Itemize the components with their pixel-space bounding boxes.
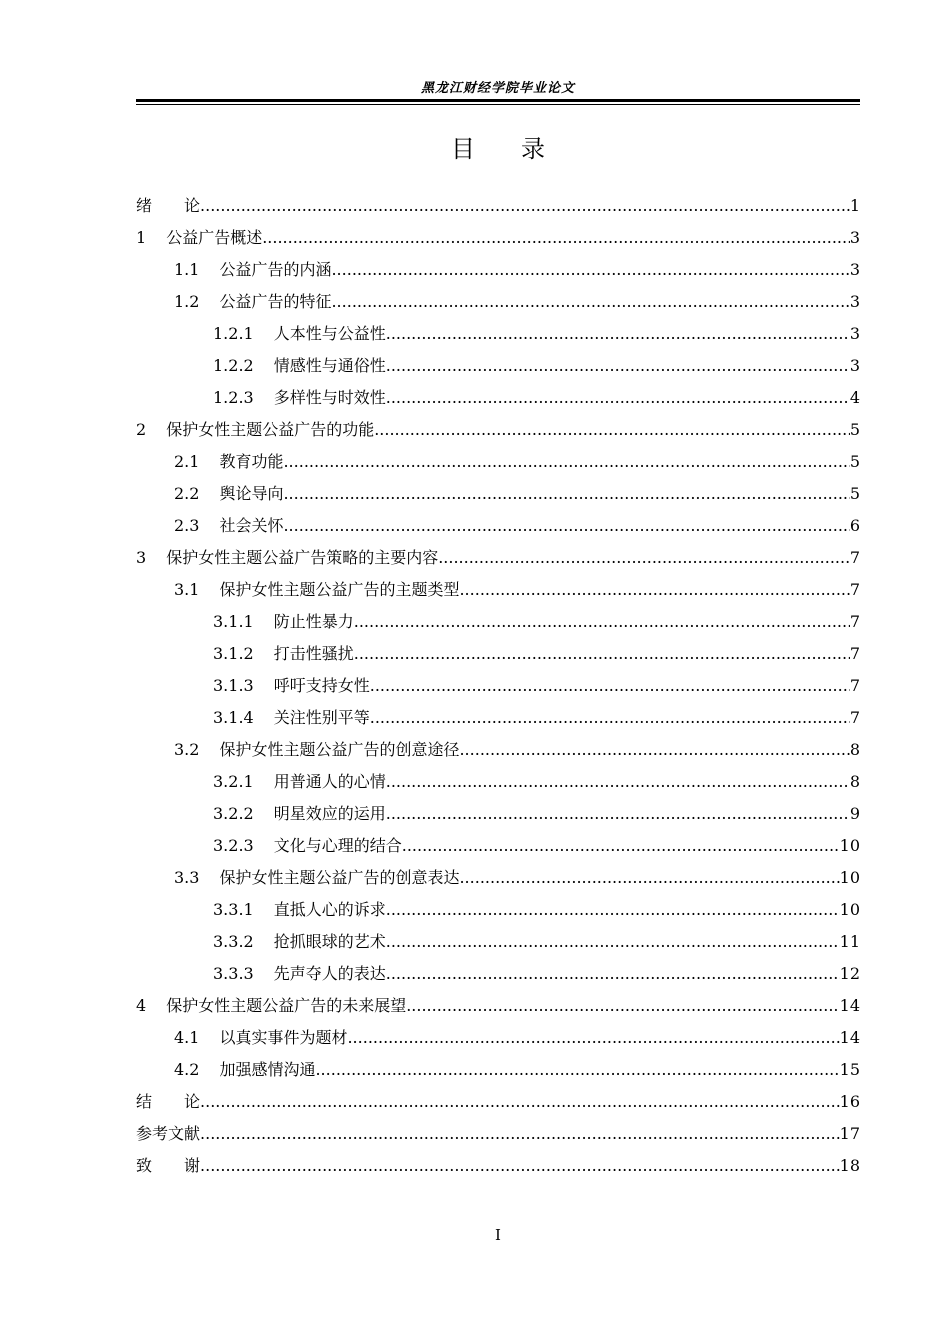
toc-entry-title: 防止性暴力 [273,612,354,631]
toc-dot-leader [438,542,850,574]
toc-entry[interactable] [136,1086,860,1118]
toc-entry-page: 14 [839,996,860,1015]
toc-dot-leader [354,606,850,638]
toc-entry[interactable] [136,894,860,926]
toc-dot-leader [386,318,850,350]
toc-entry-number: 3.1 [174,580,200,599]
toc-entry-title: 明星效应的运用 [273,804,386,823]
toc-entry-page: 10 [839,868,860,887]
toc-entry-title: 教育功能 [219,452,284,471]
toc-entry-number: 1.1 [174,260,200,279]
toc-dot-leader [374,414,850,446]
toc-entry-title: 文化与心理的结合 [273,836,402,855]
toc-entry-page: 9 [849,804,860,823]
toc-entry-title: 公益广告的特征 [219,292,332,311]
toc-entry-title: 保护女性主题公益广告的创意途径 [219,740,460,759]
toc-entry[interactable] [136,766,860,798]
toc-dot-leader [370,702,850,734]
toc-dot-leader [354,638,850,670]
toc-entry-title: 参考文献 [136,1124,201,1143]
toc-entry-page: 3 [849,228,860,247]
toc-dot-leader [283,510,849,542]
toc-dot-leader [331,254,849,286]
toc-dot-leader [459,862,839,894]
toc-entry-title: 保护女性主题公益广告的创意表达 [219,868,460,887]
toc-entry[interactable] [136,1054,860,1086]
toc-entry[interactable] [136,318,860,350]
toc-dot-leader [200,1118,840,1150]
toc-entry[interactable] [136,830,860,862]
toc-entry-number: 1.2.1 [213,324,254,343]
toc-entry-number: 2.3 [174,516,200,535]
toc-entry[interactable] [136,446,860,478]
toc-entry-number: 3.1.1 [213,612,254,631]
toc-entry-title: 保护女性主题公益广告的未来展望 [166,996,407,1015]
toc-entry-page: 5 [849,452,860,471]
toc-entry-number: 3.2 [174,740,200,759]
toc-entry[interactable] [136,638,860,670]
toc-entry-page: 3 [849,356,860,375]
toc-entry-number: 3.3.1 [213,900,254,919]
toc-dot-leader [283,478,849,510]
toc-entry-title: 保护女性主题公益广告策略的主要内容 [166,548,439,567]
toc-entry-page: 3 [849,324,860,343]
toc-entry-number: 3.3 [174,868,200,887]
toc-entry-title: 关注性别平等 [273,708,370,727]
toc-entry-page: 11 [839,932,860,951]
toc-entry-number: 2.1 [174,452,200,471]
toc-entry-number: 3.1.2 [213,644,254,663]
toc-dot-leader [386,958,840,990]
toc-entry-number: 3.3.3 [213,964,254,983]
toc-entry[interactable] [136,478,860,510]
toc-dot-leader [406,990,839,1022]
toc-entry[interactable] [136,990,860,1022]
toc-entry-number: 1.2 [174,292,200,311]
toc-entry-title: 公益广告的内涵 [219,260,332,279]
toc-list [136,190,860,1182]
toc-dot-leader [283,446,849,478]
toc-dot-leader [386,382,850,414]
toc-entry-page: 15 [839,1060,860,1079]
toc-entry-title: 公益广告概述 [166,228,263,247]
toc-entry[interactable] [136,958,860,990]
toc-entry-page: 5 [849,420,860,439]
header-rule-thick [136,99,860,102]
toc-dot-leader [386,766,850,798]
page-number: I [495,1226,501,1244]
toc-entry-title: 呼吁支持女性 [273,676,370,695]
toc-entry-title: 保护女性主题公益广告的主题类型 [219,580,460,599]
toc-entry-number: 4 [136,996,147,1015]
toc-dot-leader [386,350,850,382]
toc-entry[interactable] [136,254,860,286]
toc-dot-leader [347,1022,839,1054]
toc-entry[interactable] [136,798,860,830]
toc-entry-page: 18 [839,1156,860,1175]
toc-entry-number: 2 [136,420,147,439]
toc-entry-title: 以真实事件为题材 [219,1028,348,1047]
header-rule-thin [136,104,860,105]
toc-dot-leader [331,286,849,318]
toc-dot-leader [262,222,850,254]
toc-entry-title: 先声夺人的表达 [273,964,386,983]
toc-entry-number: 2.2 [174,484,200,503]
toc-entry-title: 多样性与时效性 [273,388,386,407]
toc-entry-page: 7 [849,580,860,599]
toc-dot-leader [386,926,840,958]
toc-entry-page: 16 [839,1092,860,1111]
toc-entry-title: 致 谢 [136,1156,201,1175]
toc-entry[interactable] [136,862,860,894]
toc-title [136,132,860,166]
toc-entry-page: 6 [849,516,860,535]
toc-entry-page: 7 [849,548,860,567]
toc-entry-page: 7 [849,612,860,631]
toc-entry-title: 结 论 [136,1092,201,1111]
toc-entry-page: 1 [849,196,860,215]
toc-title-right: 录 [521,135,545,163]
toc-entry[interactable] [136,1150,860,1182]
toc-entry-title: 保护女性主题公益广告的功能 [166,420,375,439]
toc-entry[interactable] [136,734,860,766]
toc-dot-leader [386,894,840,926]
toc-entry[interactable] [136,1118,860,1150]
toc-entry[interactable] [136,702,860,734]
toc-entry-number: 3.1.3 [213,676,254,695]
toc-entry-page: 7 [849,676,860,695]
toc-entry-title: 加强感情沟通 [219,1060,316,1079]
toc-entry[interactable] [136,286,860,318]
toc-entry-number: 3 [136,548,147,567]
toc-entry[interactable] [136,510,860,542]
toc-entry[interactable] [136,670,860,702]
toc-entry-title: 情感性与通俗性 [273,356,386,375]
toc-entry-title: 绪 论 [136,196,201,215]
toc-entry-page: 4 [849,388,860,407]
toc-dot-leader [370,670,850,702]
toc-entry-title: 打击性骚扰 [273,644,354,663]
toc-entry[interactable] [136,574,860,606]
toc-dot-leader [402,830,840,862]
toc-entry-page: 8 [849,740,860,759]
toc-entry[interactable] [136,190,860,222]
toc-entry[interactable] [136,542,860,574]
toc-entry-title: 用普通人的心情 [273,772,386,791]
toc-entry-page: 8 [849,772,860,791]
toc-entry-page: 10 [839,836,860,855]
toc-entry-page: 3 [849,260,860,279]
toc-entry-title: 人本性与公益性 [273,324,386,343]
toc-entry[interactable] [136,222,860,254]
toc-title-left: 目 [451,135,475,163]
toc-entry-title: 抢抓眼球的艺术 [273,932,386,951]
toc-entry-number: 4.2 [174,1060,200,1079]
toc-entry-page: 7 [849,644,860,663]
toc-entry-page: 3 [849,292,860,311]
toc-entry[interactable] [136,606,860,638]
toc-entry-page: 5 [849,484,860,503]
toc-entry[interactable] [136,414,860,446]
toc-entry-page: 7 [849,708,860,727]
toc-entry-title: 直抵人心的诉求 [273,900,386,919]
toc-dot-leader [200,1086,840,1118]
toc-dot-leader [315,1054,839,1086]
toc-entry-number: 3.2.3 [213,836,254,855]
toc-entry-title: 社会关怀 [219,516,284,535]
toc-dot-leader [459,734,849,766]
toc-entry-page: 12 [839,964,860,983]
toc-entry[interactable] [136,926,860,958]
toc-entry-page: 17 [839,1124,860,1143]
running-header: 黑龙江财经学院毕业论文 [420,81,575,96]
toc-entry[interactable] [136,350,860,382]
toc-dot-leader [200,190,850,222]
toc-dot-leader [386,798,850,830]
toc-entry-number: 4.1 [174,1028,200,1047]
toc-entry-title: 舆论导向 [219,484,284,503]
toc-entry[interactable] [136,1022,860,1054]
toc-entry-number: 1.2.2 [213,356,254,375]
toc-entry-number: 1 [136,228,147,247]
toc-entry-number: 1.2.3 [213,388,254,407]
toc-dot-leader [459,574,849,606]
toc-entry-number: 3.2.2 [213,804,254,823]
toc-entry[interactable] [136,382,860,414]
toc-entry-number: 3.1.4 [213,708,254,727]
toc-dot-leader [200,1150,840,1182]
toc-entry-number: 3.3.2 [213,932,254,951]
toc-entry-page: 14 [839,1028,860,1047]
toc-entry-number: 3.2.1 [213,772,254,791]
toc-entry-page: 10 [839,900,860,919]
